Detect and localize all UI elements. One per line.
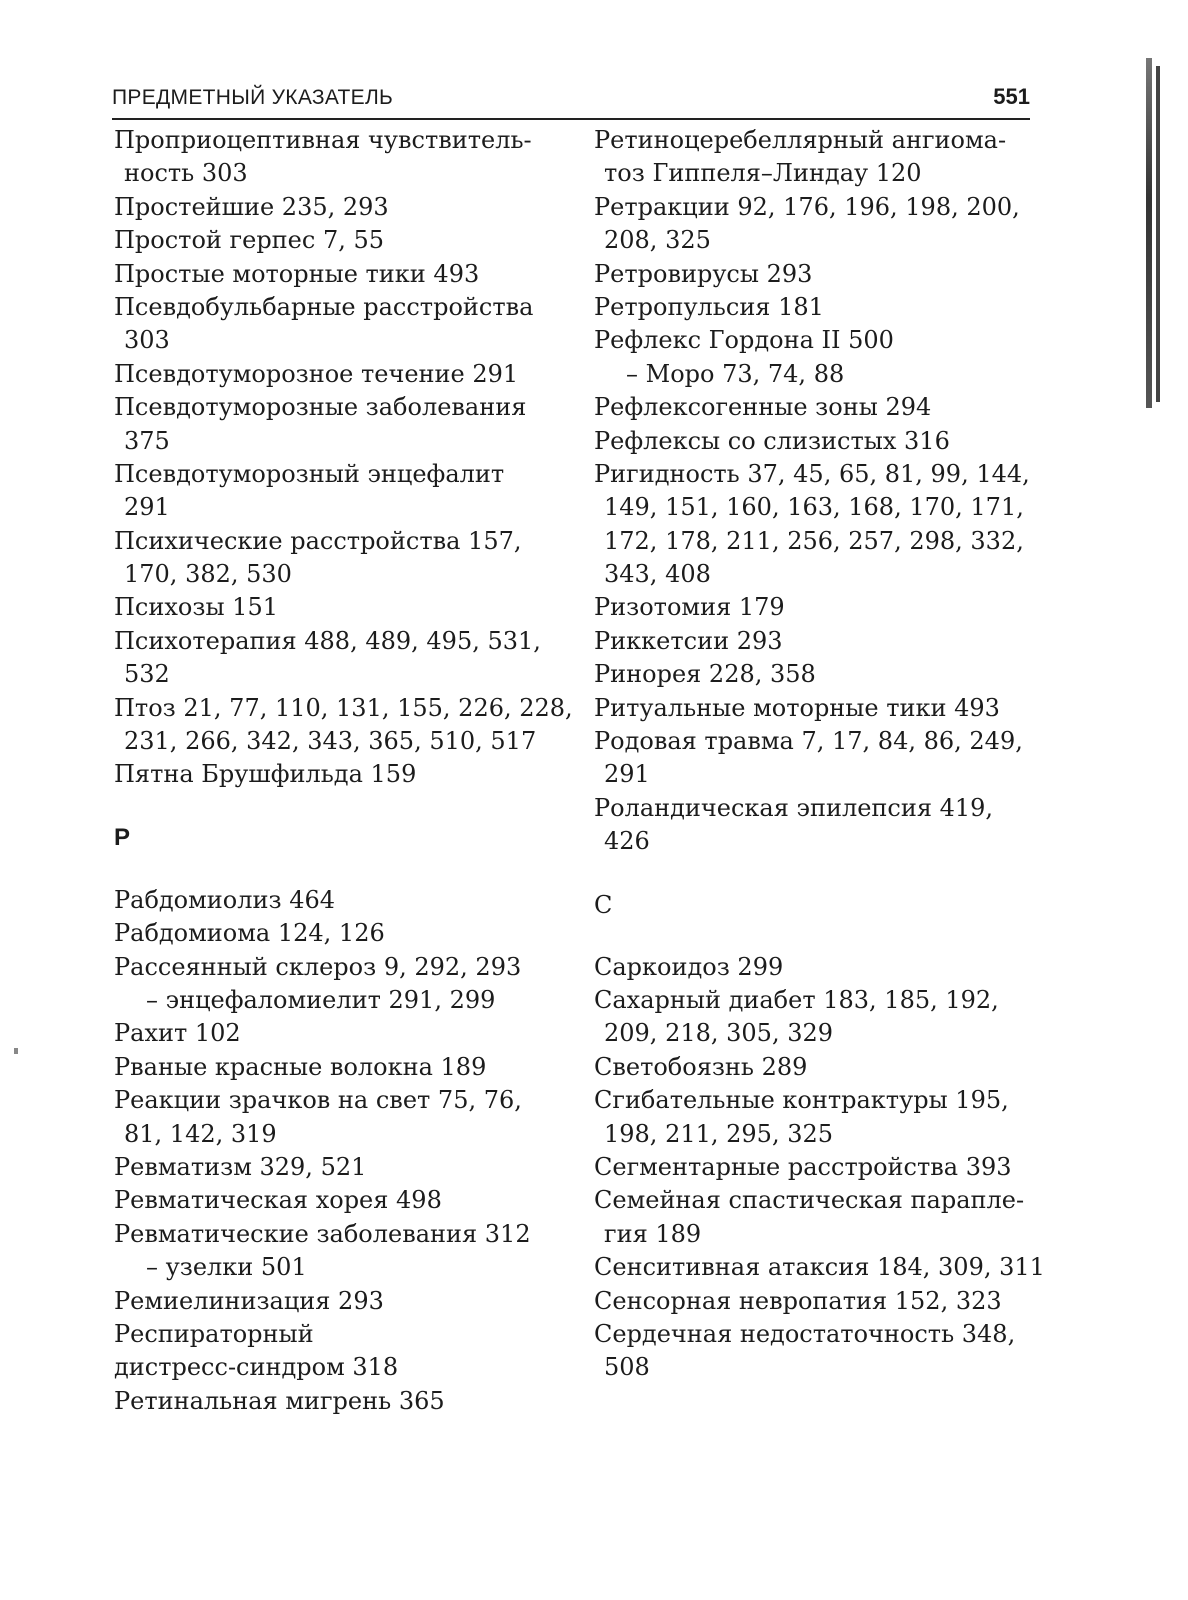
index-entry: Ремиелинизация 293	[114, 1286, 384, 1315]
index-entry: Сахарный диабет 183, 185, 192,	[594, 985, 999, 1014]
page-number: 551	[993, 84, 1030, 109]
index-entry: Светобоязнь 289	[594, 1052, 808, 1081]
index-entry: Ретиноцеребеллярный ангиома-	[594, 126, 1007, 154]
index-subentry: – Моро 73, 74, 88	[626, 359, 845, 388]
index-entry: Сенситивная атаксия 184, 309, 311	[594, 1253, 1045, 1282]
section-gap	[594, 859, 1034, 883]
index-entry: Проприоцептивная чувствитель-	[114, 126, 532, 154]
index-entry: Простейшие 235, 293	[114, 192, 389, 221]
index-subentry: – узелки 501	[146, 1253, 307, 1282]
index-entry-continuation: тоз Гиппеля–Линдау 120	[604, 159, 922, 188]
index-entry: Рабдомиома 124, 126	[114, 919, 385, 948]
index-entry: Псевдобульбарные расстройства	[114, 292, 534, 321]
index-column-right	[594, 124, 1045, 1385]
index-entry: Ретровирусы 293	[594, 259, 813, 288]
index-entry: Рабдомиолиз 464	[114, 885, 336, 914]
index-entry-continuation: 198, 211, 295, 325	[604, 1119, 834, 1148]
running-header	[112, 82, 1030, 120]
index-entry-continuation: 291	[604, 760, 650, 789]
section-gap	[594, 927, 1034, 951]
index-entry: Псевдотуморозный энцефалит	[114, 459, 505, 488]
index-entry-continuation: 375	[124, 426, 170, 455]
index-entry: Рассеянный склероз 9, 292, 293	[114, 952, 522, 981]
index-entry: Ретинальная мигрень 365	[114, 1386, 445, 1415]
header-title: ПРЕДМЕТНЫЙ УКАЗАТЕЛЬ	[112, 86, 394, 109]
index-entry: Ретропульсия 181	[594, 292, 824, 321]
index-entry: Психотерапия 488, 489, 495, 531,	[114, 626, 541, 655]
index-entry-continuation: 149, 151, 160, 163, 168, 170, 171,	[604, 493, 1024, 522]
index-entry: Ревматические заболевания 312	[114, 1219, 531, 1248]
index-entry-continuation: ность 303	[124, 159, 248, 188]
index-entry-continuation: 172, 178, 211, 256, 257, 298, 332,	[604, 526, 1024, 555]
index-entry: Роландическая эпилепсия 419,	[594, 793, 994, 822]
section-gap	[114, 860, 554, 884]
index-entry: Рваные красные волокна 189	[114, 1052, 487, 1081]
index-subentry: – энцефаломиелит 291, 299	[146, 985, 496, 1014]
index-entry: Психозы 151	[114, 593, 278, 622]
index-entry: дистресс-синдром 318	[114, 1353, 399, 1382]
index-column-left	[114, 124, 573, 1418]
scan-edge-mark-2	[1156, 66, 1160, 402]
index-entry-continuation: 208, 325	[604, 226, 711, 255]
index-entry: Пятна Брушфильда 159	[114, 760, 417, 789]
index-entry-continuation: 81, 142, 319	[124, 1119, 277, 1148]
index-entry: Сегментарные расстройства 393	[594, 1152, 1012, 1181]
index-entry-continuation: 303	[124, 326, 170, 355]
index-entry: Сенсорная невропатия 152, 323	[594, 1286, 1002, 1315]
index-entry-continuation: 209, 218, 305, 329	[604, 1019, 834, 1048]
index-entry: Ригидность 37, 45, 65, 81, 99, 144,	[594, 459, 1030, 488]
index-entry: Птоз 21, 77, 110, 131, 155, 226, 228,	[114, 693, 573, 722]
scan-speck	[14, 1048, 18, 1054]
index-entry: Простые моторные тики 493	[114, 259, 480, 288]
index-entry-continuation: 532	[124, 660, 170, 689]
index-entry: Семейная спастическая параплe-	[594, 1186, 1025, 1215]
index-entry: Риккетсии 293	[594, 626, 783, 655]
index-entry: Рефлексы со слизистых 316	[594, 426, 950, 455]
section-letter: С	[594, 890, 613, 919]
index-entry: Псевдотуморозное течение 291	[114, 359, 519, 388]
index-entry: Сердечная недостаточность 348,	[594, 1319, 1016, 1348]
index-entry-continuation: 508	[604, 1353, 650, 1382]
index-entry: Ризотомия 179	[594, 593, 785, 622]
index-entry: Саркоидоз 299	[594, 952, 784, 981]
index-entry: Родовая травма 7, 17, 84, 86, 249,	[594, 727, 1023, 756]
index-entry: Ревматическая хорея 498	[114, 1186, 442, 1215]
index-entry-continuation: 170, 382, 530	[124, 560, 292, 589]
index-entry: Простой герпес 7, 55	[114, 226, 385, 255]
index-entry: Респираторный	[114, 1319, 314, 1348]
index-entry: Ретракции 92, 176, 196, 198, 200,	[594, 192, 1020, 221]
index-entry-continuation: гия 189	[604, 1219, 702, 1248]
index-entry-continuation: 426	[604, 827, 650, 856]
index-entry: Ритуальные моторные тики 493	[594, 693, 1000, 722]
index-entry: Рефлекс Гордона II 500	[594, 326, 894, 355]
index-entry-continuation: 343, 408	[604, 560, 711, 589]
scan-edge-mark	[1146, 58, 1152, 408]
index-entry: Ревматизм 329, 521	[114, 1152, 367, 1181]
index-entry: Реакции зрачков на свет 75, 76,	[114, 1086, 522, 1115]
index-entry: Рахит 102	[114, 1019, 241, 1048]
index-entry: Психические расстройства 157,	[114, 526, 522, 555]
index-entry: Псевдотуморозные заболевания	[114, 393, 527, 422]
index-entry: Рефлексогенные зоны 294	[594, 393, 932, 422]
index-entry-continuation: 291	[124, 493, 170, 522]
section-letter: Р	[114, 823, 131, 851]
section-gap	[114, 792, 554, 816]
index-entry: Сгибательные контрактуры 195,	[594, 1086, 1009, 1115]
index-entry-continuation: 231, 266, 342, 343, 365, 510, 517	[124, 727, 537, 756]
index-entry: Ринорея 228, 358	[594, 660, 816, 689]
